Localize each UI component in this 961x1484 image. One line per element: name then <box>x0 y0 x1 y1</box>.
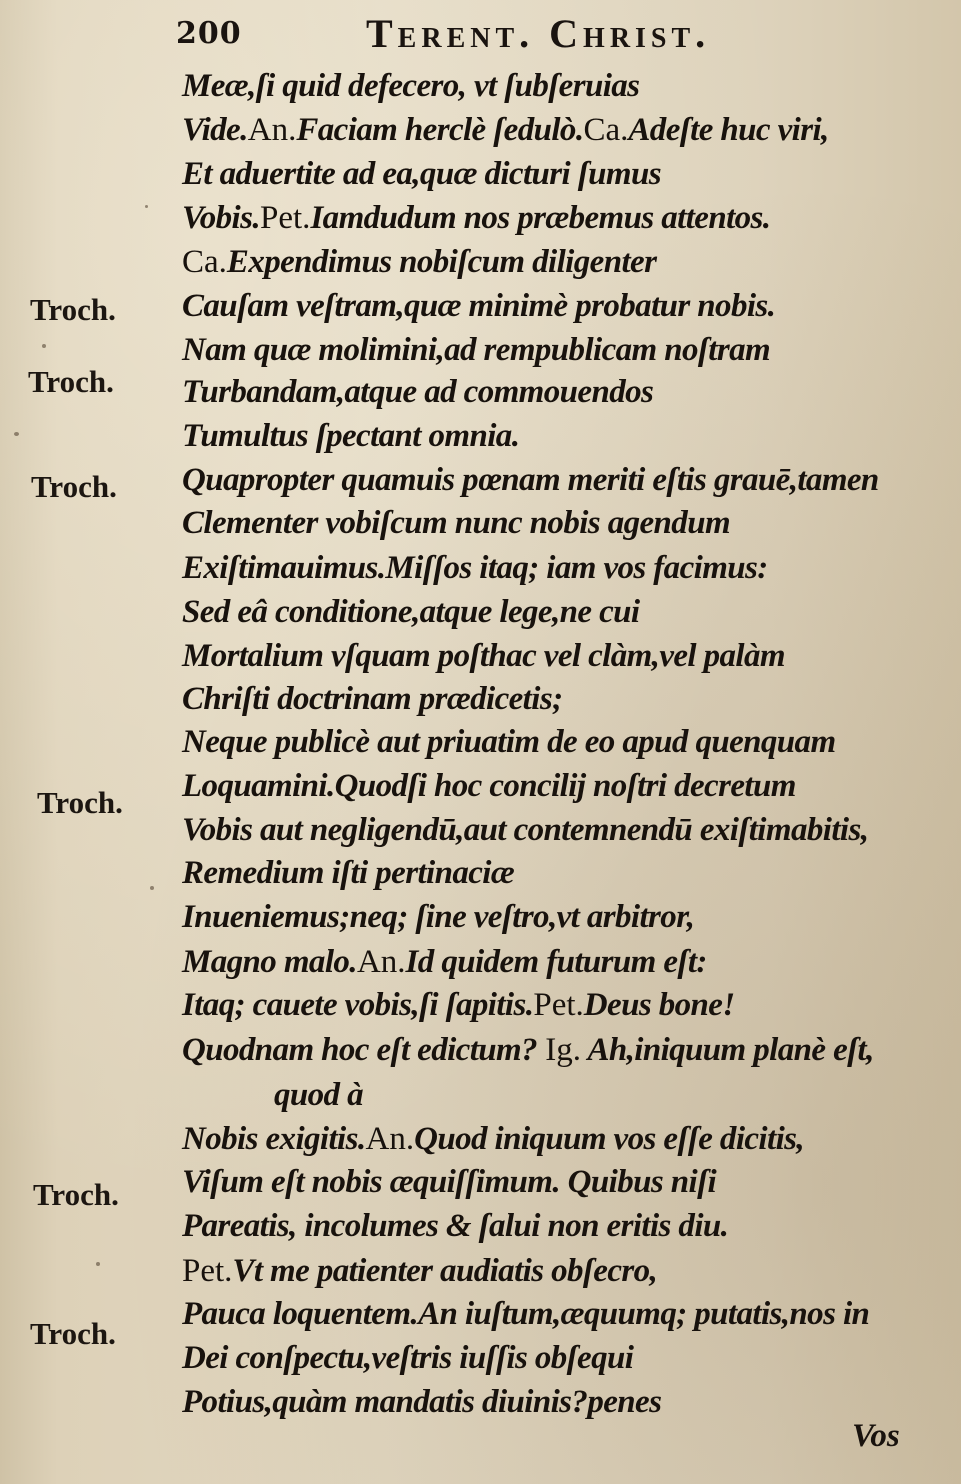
speaker-abbreviation: Pet. <box>533 987 584 1023</box>
running-title: Terent. Christ. <box>366 11 711 56</box>
verse-text: Faciam herclè ſedulò. <box>296 112 584 148</box>
verse-line <box>182 458 879 502</box>
verse-text: Deus bone! <box>583 987 735 1023</box>
verse-line <box>182 1028 874 1072</box>
verse-line <box>182 720 836 764</box>
verse-text: Magno malo. <box>182 944 357 980</box>
verse-text: Turbandam,atque ad commouendos <box>182 374 654 410</box>
margin-note-troch: Troch. <box>30 1316 116 1351</box>
verse-text: Adeſte huc viri, <box>628 112 829 148</box>
verse-text: Itaq; cauete vobis,ſi ſapitis. <box>182 987 534 1023</box>
verse-line <box>182 808 868 852</box>
verse-text: Viſum eſt nobis æquiſſimum. Quibus niſi <box>182 1164 717 1200</box>
paper-speck <box>96 1262 100 1266</box>
paper-speck <box>145 205 148 208</box>
catchword: Vos <box>852 1418 900 1454</box>
verse-text: Vide. <box>182 112 248 148</box>
page-header <box>0 6 961 58</box>
verse-line <box>182 240 656 284</box>
verse-text: Neque publicè aut priuatim de eo apud quenquam <box>182 724 836 760</box>
verse-text: Cauſam veſtram,quæ minimè probatur nobis. <box>182 288 776 324</box>
verse-line <box>182 895 694 939</box>
verse-line <box>182 1160 716 1204</box>
verse-text: Iamdudum nos præbemus attentos. <box>310 200 771 236</box>
verse-line <box>182 634 785 678</box>
verse-line <box>182 284 775 328</box>
verse-line <box>274 1073 363 1117</box>
verse-text: Expendimus nobiſcum diligenter <box>226 244 657 280</box>
verse-text: Potius,quàm mandatis diuinis?penes <box>182 1384 662 1420</box>
verse-line <box>182 1380 661 1424</box>
verse-text: Et aduertite ad ea,quæ dicturi ſumus <box>182 156 661 192</box>
margin-note-troch: Troch. <box>31 469 117 504</box>
verse-text: Nam quæ molimini,ad rempublicam noſtram <box>182 332 771 368</box>
verse-text: Sed eâ conditione,atque lege,ne cui <box>182 594 640 630</box>
verse-text: Pareatis, incolumes & ſalui non eritis diu. <box>182 1208 729 1244</box>
verse-text: Inueniemus;neq; ſine veſtro,vt arbitror, <box>182 899 695 935</box>
verse-text: Vt me patienter audiatis obſecro, <box>232 1253 658 1289</box>
verse-line <box>182 677 562 721</box>
verse-text: Ah,iniquum planè eſt, <box>581 1032 874 1068</box>
verse-line <box>182 64 639 108</box>
speaker-abbreviation: An. <box>247 112 297 148</box>
verse-line <box>182 414 519 458</box>
paper-speck <box>14 432 19 436</box>
verse-line <box>182 1117 804 1161</box>
verse-line <box>182 501 730 545</box>
verse-line <box>182 851 514 895</box>
speaker-abbreviation: Ca. <box>583 112 629 148</box>
verse-line <box>182 1292 869 1336</box>
verse-text: Quod iniquum vos eſſe dicitis, <box>414 1121 805 1157</box>
margin-note-troch: Troch. <box>37 785 123 820</box>
verse-text: quod à <box>274 1077 364 1113</box>
verse-text: Vobis aut negligendū,aut contemnendū exiſtimabitis, <box>182 812 869 848</box>
verse-line <box>182 1249 657 1293</box>
verse-line <box>182 764 796 808</box>
margin-note-troch: Troch. <box>33 1177 119 1212</box>
verse-line <box>182 328 770 372</box>
verse-text: Quodnam hoc eſt edictum? <box>182 1032 538 1068</box>
verse-text: Exiſtimauimus.Miſſos itaq; iam vos facimus: <box>182 550 768 586</box>
verse-text: Remedium iſti pertinaciæ <box>182 855 515 891</box>
page-number: 200 <box>176 16 242 51</box>
verse-line <box>182 983 735 1027</box>
verse-text: Quapropter quamuis pœnam meriti eſtis grauē,tamen <box>182 462 879 498</box>
verse-line <box>182 108 829 152</box>
verse-text: Nobis exigitis. <box>182 1121 366 1157</box>
speaker-abbreviation: Ig. <box>537 1032 582 1068</box>
verse-text: Meæ,ſi quid defecero, vt ſubſeruias <box>182 68 640 104</box>
verse-line <box>182 370 653 414</box>
paper-speck <box>42 344 46 348</box>
verse-text: Chriſti doctrinam prædicetis; <box>182 681 563 717</box>
verse-line <box>182 1204 728 1248</box>
margin-note-troch: Troch. <box>28 364 114 399</box>
paper-speck <box>150 886 154 890</box>
verse-text: Loquamini.Quodſi hoc concilij noſtri decretum <box>182 768 796 804</box>
verse-text: Vobis. <box>182 200 261 236</box>
verse-text: Dei conſpectu,veſtris iuſſis obſequi <box>182 1340 634 1376</box>
speaker-abbreviation: Ca. <box>182 244 227 280</box>
speaker-abbreviation: An. <box>356 944 406 980</box>
speaker-abbreviation: Pet. <box>182 1253 233 1289</box>
verse-text: Id quidem futurum eſt: <box>405 944 707 980</box>
verse-line <box>182 590 639 634</box>
verse-text: Pauca loquentem.An iuſtum,æquumq; putatis,nos in <box>182 1296 870 1332</box>
verse-text: Tumultus ſpectant omnia. <box>182 418 520 454</box>
margin-note-troch: Troch. <box>30 292 116 327</box>
verse-line <box>182 196 770 240</box>
verse-line <box>182 940 707 984</box>
verse-line <box>182 1336 633 1380</box>
speaker-abbreviation: Pet. <box>260 200 311 236</box>
verse-line <box>182 546 768 590</box>
verse-line <box>182 152 661 196</box>
speaker-abbreviation: An. <box>365 1121 415 1157</box>
verse-text: Mortalium vſquam poſthac vel clàm,vel palàm <box>182 638 785 674</box>
verse-text: Clementer vobiſcum nunc nobis agendum <box>182 505 731 541</box>
